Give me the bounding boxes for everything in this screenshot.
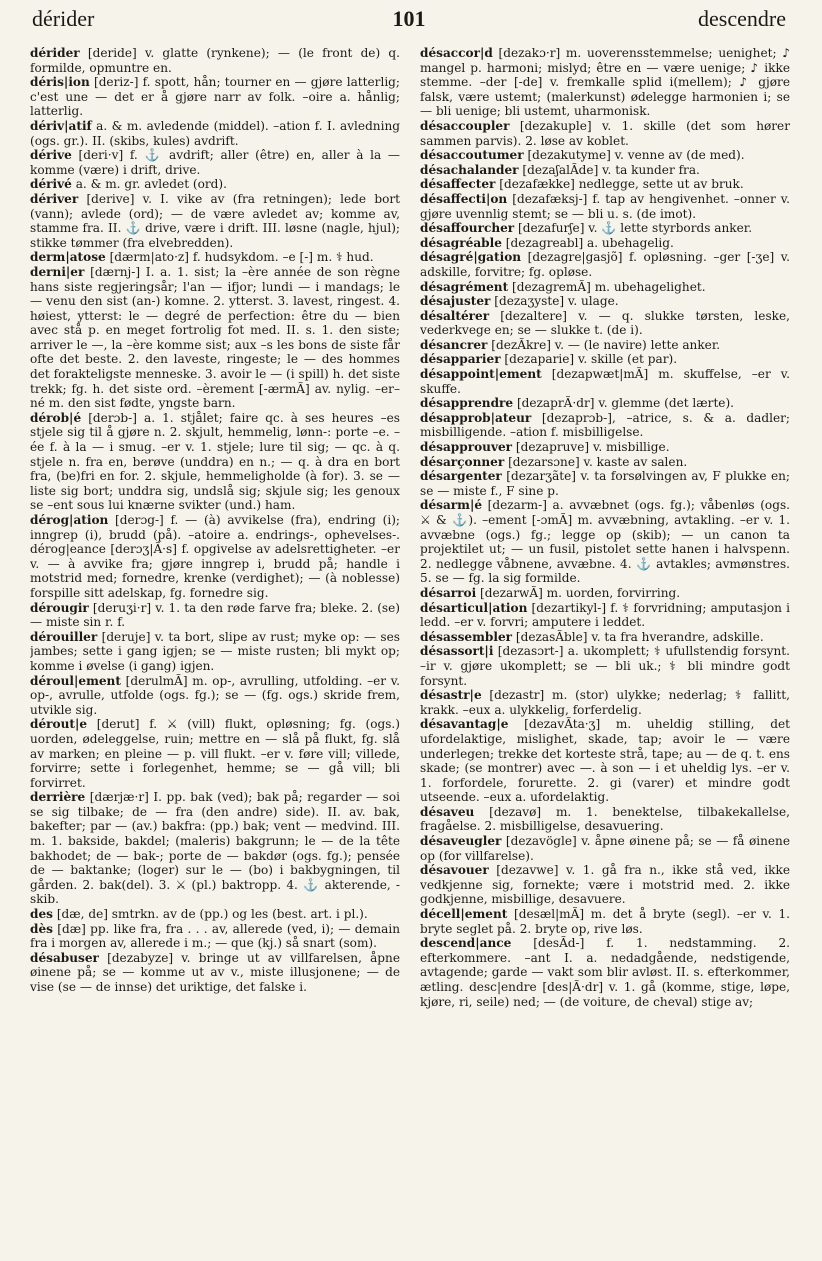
entry-definition: [dezasÃble] v. ta fra hverandre, adskille. [512, 629, 764, 644]
dictionary-entry [420, 586, 790, 601]
entry-headword: désapprouver [420, 440, 513, 455]
entry-definition: [dezavø] m. 1. benektelse, tilbakekallelse, fragåelse. 2. misbilligelse, desavuering. [420, 804, 790, 834]
dictionary-entry [420, 411, 790, 440]
entry-definition: [dezavÃta·ʒ] m. uheldig stilling, det ufordelaktige, mislighet, skade, tap; avoir le — være underlegen; trekke det korteste strå, tape; au — de q. t. ens skade; (se montrer) avec —. à son — i et uheldig lys. –er v. 1. forfordele, forurette. 2. gi (varer) et mindre godt utseende. –eux a. ufordelaktig. [420, 717, 790, 805]
entry-headword: dérider [30, 46, 80, 60]
entry-headword: des [30, 907, 53, 922]
page-header [32, 6, 786, 40]
dictionary-entry [420, 396, 790, 411]
entry-definition: [dezavwe] v. 1. gå fra n., ikke stå ved, ikke vedkjenne sig, fornekte; være i motstrid med. 2. ikke godkjenne, misbillige, desavuere. [420, 863, 790, 907]
dictionary-entry [420, 148, 790, 163]
entry-definition: [dezaparie] v. skille (et par). [500, 352, 678, 367]
entry-headword: désassort|i [420, 644, 494, 659]
entry-definition: [dezÃkre] v. — (le navire) lette anker. [487, 337, 721, 352]
entry-definition: [derut] f. ⚔ (vill) flukt, opløsning; fg. (ogs.) uorden, ødeleggelse, ruin; mettre en — slå på flukt, fg. slå av marken; en pleine — p. vill flukt. –er v. føre vill; villede, forvirre; sette i forlegenhet, hemme; se — gå vill; bli forvirret. [30, 717, 400, 790]
dictionary-entry [30, 951, 400, 995]
entry-headword: désaccoupler [420, 118, 510, 133]
dictionary-entry [30, 717, 400, 790]
entry-headword: désapprendre [420, 396, 514, 411]
entry-headword: désancrer [420, 337, 488, 352]
entry-definition: [deruʒi·r] v. 1. ta den røde farve fra; bleke. 2. (se) — miste sin r. f. [30, 600, 400, 630]
entry-headword: dérougir [30, 600, 89, 615]
entry-headword: désaffourcher [420, 221, 515, 236]
dictionary-entry [420, 309, 790, 338]
entry-headword: dériv|atif [30, 118, 92, 133]
entry-definition: [dezafæksj-] f. tap av hengivenhet. –onner v. gjøre uvennlig stemt; se — bli u. s. (de imot). [420, 191, 790, 221]
page-number: 101 [392, 6, 426, 31]
dictionary-entry [420, 834, 790, 863]
entry-definition: [dezastr] m. (stor) ulykke; nederlag; ⚕ fallitt, krakk. –eux a. ulykkelig, forferdelig. [420, 688, 790, 717]
entry-headword: désargenter [420, 469, 502, 484]
entry-definition: [deri·v] f. ⚓ avdrift; aller (être) en, aller à la — komme (være) i drift, drive. [30, 148, 400, 177]
entry-headword: désavouer [420, 863, 489, 878]
dictionary-entry [420, 46, 790, 119]
dictionary-entry [30, 265, 400, 411]
dictionary-entry [420, 440, 790, 455]
dictionary-entry [30, 411, 400, 513]
entry-headword: désaveu [420, 804, 475, 819]
entry-headword: désagrément [420, 279, 509, 294]
entry-headword: désapprob|ateur [420, 410, 532, 425]
dictionary-entry [30, 192, 400, 250]
entry-definition: [dezagremÃ] m. ubehagelighet. [508, 279, 706, 294]
entry-headword: désapparier [420, 352, 501, 367]
dictionary-entry [420, 644, 790, 688]
entry-headword: descend|ance [420, 936, 512, 951]
entry-headword: désaltérer [420, 308, 490, 323]
entry-definition: [dezakɔ·r] m. uoverensstemmelse; uenighet; ♪ mangel p. harmoni; mislyd; être en — være uenige; ♪ ikke stemme. –der [-de] v. fremkalle splid i(mellem); ♪ gjøre falsk, være ustemt; (malerkunst) ødelegge harmonien i; se — bli uenige; bli ustemt, uharmonisk. [420, 46, 790, 119]
entry-definition: a. & m. gr. avledet (ord). [71, 177, 227, 192]
entry-definition: [derive] v. I. vike av (fra retningen); lede bort (vann); avlede (ord); — de være avledet av; komme av, stamme fra. II. ⚓ drive, være i drift. III. løsne (nagle, hjul); stikke tømmer (fra elvebredden). [30, 191, 400, 250]
header-left-guideword: dérider [32, 6, 95, 31]
dictionary-entry [30, 119, 400, 148]
entry-definition: [dezagreabl] a. ubehagelig. [501, 235, 674, 250]
dictionary-entry [30, 75, 400, 119]
entry-headword: déroul|ement [30, 673, 121, 688]
entry-definition: [dezarʒãte] v. ta forsølvingen av, F plukke en; se — miste f., F sine p. [420, 469, 790, 498]
entry-headword: désachalander [420, 162, 519, 177]
entry-definition: a. & m. avledende (middel). –ation f. I. avledning (ogs. gr.). II. (skibs, kules) avdrift. [30, 118, 400, 148]
dictionary-entry [420, 221, 790, 236]
entry-headword: désavantag|e [420, 717, 509, 732]
entry-definition: [dezasɔrt-] a. ukomplett; ⚕ ufullstendig forsynt. –ir v. gjøre ukomplett; se — bli uk.; ⚕ bli mindre godt forsynt. [420, 644, 790, 688]
dictionary-entry [420, 805, 790, 834]
dictionary-entry [30, 601, 400, 630]
dictionary-entry [420, 601, 790, 630]
entry-headword: désabuser [30, 950, 99, 965]
entry-definition: [dezabyze] v. bringe ut av villfarelsen, åpne øinene på; se — komme ut av v., miste illusjonene; — de vise (se — de innse) det uriktige, det falske i. [30, 950, 400, 994]
entry-headword: désajuster [420, 294, 491, 309]
dictionary-entry [420, 119, 790, 148]
dictionary-entry [420, 469, 790, 498]
entry-definition: [dezarm-] a. avvæbnet (ogs. fg.); våbenløs (ogs. ⚔ & ⚓). –ement [-ɔmÃ] m. avvæbning, avtakling. –er v. 1. avvæbne (ogs.) fg.; legge op (skib); — un canon ta projektilet ut; — un fusil, pistolet sette hanen i halvspenn. 2. nedlegge våbnene, avvæbne. 4. ⚓ avtakles; avmønstres. 5. se — fg. la sig formilde. [420, 498, 790, 586]
dictionary-entry [30, 250, 400, 265]
entry-headword: désaccoutumer [420, 148, 524, 163]
entry-headword: désastr|e [420, 688, 482, 703]
dictionary-entry [420, 250, 790, 279]
dictionary-entry [420, 907, 790, 936]
entry-definition: [dezapruve] v. misbillige. [512, 440, 670, 455]
entry-headword: désarçonner [420, 454, 505, 469]
dictionary-entry [30, 148, 400, 177]
entry-definition: [dezafurʃe] v. ⚓ lette styrbords anker. [514, 221, 753, 236]
dictionary-entry [30, 674, 400, 718]
entry-headword: désassembler [420, 629, 513, 644]
dictionary-entry [420, 338, 790, 353]
dictionary-entry [30, 177, 400, 192]
entry-definition: [dezaprÃ·dr] v. glemme (det lærte). [513, 396, 735, 411]
entry-definition: [derulmÃ] m. op-, avrulling, utfolding. –er v. op-, avrulle, utfolde (ogs. fg.); se — (fg. ogs.) skride frem, utvikle sig. [30, 673, 400, 717]
entry-definition: [dezakuple] v. 1. skille (det som hører sammen parvis). 2. løse av koblet. [420, 118, 790, 148]
dictionary-entry [420, 498, 790, 586]
dictionary-entry [420, 177, 790, 192]
entry-headword: dérout|e [30, 717, 88, 732]
entry-definition: [dezagre|gasjõ] f. opløsning. –ger [-ʒe] v. adskille, forvitre; fg. opløse. [420, 250, 790, 279]
entry-headword: derrière [30, 790, 86, 805]
entry-definition: [derɔb-] a. 1. stjålet; faire qc. à ses heures –es stjele sig til å gjøre n. 2. skjult, hemmelig, lønn-: porte –e. –ée f. à la — i smug. –er v. 1. stjele; lure til sig; — qc. à q. stjele n. fra en, berøve (unddra) en n.; — q. à dra en bort fra, (be)fri en for. 2. skjule, hemmeligholde (à for). 3. se — liste sig bort; unddra sig, undslå sig; skjule sig; les genoux se –ent sous lui knærne svikter (und.) ham. [30, 410, 400, 513]
header-right-guideword: descendre [698, 6, 786, 31]
entry-definition: [deriz-] f. spott, hån; tourner en — gjøre latterlig; c'est une — det er å gjøre narr av folk. –oire a. hånlig; latterlig. [30, 75, 400, 119]
dictionary-entry [420, 294, 790, 309]
entry-definition: [derɔg-] f. — (à) avvikelse (fra), endring (i); inngrep (i), brudd (på). –atoire a. endrings-, ophevelses-. dérog|eance [derɔʒ|Ã·s] f. opgivelse av adelsrettigheter. –er v. — à avvike fra; gjøre inngrep i, brudd på; handle i motstrid med; fornedre, krenke (verdighet); — (à noblesse) forspille sitt adelskap, fg. fornedre sig. [30, 513, 400, 600]
entry-headword: dérivé [30, 177, 72, 192]
entry-headword: dériver [30, 191, 79, 206]
dictionary-entry [30, 513, 400, 601]
entry-headword: dérive [30, 148, 72, 163]
entry-headword: derni|er [30, 264, 85, 279]
entry-definition: [dezaʒyste] v. ulage. [490, 294, 619, 309]
entry-headword: désaveugler [420, 834, 502, 849]
entry-headword: désagré|gation [420, 250, 522, 265]
entry-headword: déris|ion [30, 75, 90, 90]
entry-definition: [desÃd-] f. 1. nedstamming. 2. efterkommere. –ant I. a. nedadgående, nedstigende, avtagende; garde — vakt som blir avløst. II. s. efterkommer, ætling. desc|endre [des|Ã·dr] v. 1. gå (komme, stige, løpe, kjøre, ri, seile) ned; — (de voiture, de cheval) stige av; [420, 936, 790, 1009]
dictionary-entry [30, 922, 400, 951]
entry-headword: désagréable [420, 235, 502, 250]
dictionary-entry [420, 455, 790, 470]
entry-definition: [desæl|mÃ] m. det å bryte (segl). –er v. 1. bryte seglet på. 2. bryte op, rive løs. [420, 907, 790, 936]
entry-headword: dérob|é [30, 410, 82, 425]
dictionary-entry [420, 688, 790, 717]
entry-definition: [deride] v. glatte (rynkene); — (le front de) q. formilde, opmuntre en. [30, 46, 400, 75]
entry-headword: désarroi [420, 585, 477, 600]
entry-headword: dérouiller [30, 629, 98, 644]
entry-definition: [dæ] pp. like fra, fra . . . av, allerede (ved, i); — demain fra i morgen av, allerede i m.; — que (kj.) så snart (som). [30, 921, 400, 951]
entry-definition: [dezarsɔne] v. kaste av salen. [504, 454, 688, 469]
dictionary-entry [420, 936, 790, 1009]
entry-definition: [dezaltere] v. — q. slukke tørsten, leske, vederkvege en; se — slukke t. (de i). [420, 308, 790, 338]
entry-headword: désaccor|d [420, 46, 493, 60]
entry-definition: [dezarwÃ] m. uorden, forvirring. [476, 585, 681, 600]
entry-definition: [dærjæ·r] I. pp. bak (ved); bak på; regarder — soi se sig tilbake; de — fra (den andre) side). II. av. bak, bakefter; par — (av.) bakfra: (pp.) bak; vent — medvind. III. m. 1. bakside, bakdel; (maleris) bakgrunn; le — de la tête bakhodet; de — bak-; porte de — bakdør (ogs. fg.); pensée de — baktanke; (loger) sur le — (bo) i bakbygningen, til gården. 2. bak(del). 3. ⚔ (pl.) baktropp. 4. ⚓ akterende, -skib. [30, 790, 400, 907]
dictionary-entry [420, 352, 790, 367]
entry-definition: [dezavögle] v. åpne øinene på; se — få øinene op (for villfarelse). [420, 834, 790, 863]
entry-definition: [deruje] v. ta bort, slipe av rust; myke op: — ses jambes; sette i gang igjen; se — miste rusten; bli mykt op; komme i øvelse (i gang) igjen. [30, 629, 400, 673]
entry-headword: désaffecter [420, 177, 496, 192]
entry-headword: dérog|ation [30, 513, 109, 527]
entry-definition: [dærnj-] I. a. 1. sist; la –ère année de son règne hans siste regjeringsår; l'an — ifjor; lundi — i mandags; le — venu den sist (an-) komne. 2. ytterst. 3. lavest, ringest. 4. høiest, ytterst: le — degré de perfection: être du — bien avec stå p. en meget fortrolig fot med. II. s. 1. den siste; arriver le —, la –ère komme sist; aux –s les bons de siste får ofte det beste. 2. den laveste, ringeste; le — des hommes det forakteligste menneske. 3. avoir le — (i spill) h. det siste trekk; fg. h. det siste ord. –èrement [-ærmÃ] av. nylig. –er–né m. den sist fødte, yngste barn. [30, 264, 400, 411]
dictionary-entry [420, 192, 790, 221]
entry-definition: [dezakutyme] v. venne av (de med). [523, 148, 745, 163]
entry-headword: derm|atose [30, 250, 106, 265]
dictionary-entry [420, 163, 790, 178]
dictionary-entry [30, 630, 400, 674]
entry-definition: [dezafække] nedlegge, sette ut av bruk. [495, 177, 744, 192]
dictionary-entry [420, 236, 790, 251]
entry-headword: dès [30, 921, 53, 936]
entry-definition: [dærm|ato·z] f. hudsykdom. –e [-] m. ⚕ hud. [105, 250, 374, 265]
entry-headword: désarm|é [420, 498, 483, 513]
right-column [420, 46, 790, 1249]
entry-headword: désaffecti|on [420, 191, 508, 206]
dictionary-entry [30, 46, 400, 75]
dictionary-entry [420, 280, 790, 295]
dictionary-entry [30, 790, 400, 907]
dictionary-entry [420, 367, 790, 396]
entry-definition: [dezaʃalÃde] v. ta kunder fra. [518, 162, 700, 177]
entry-headword: décell|ement [420, 907, 508, 922]
entry-definition: [dezapwæt|mÃ] m. skuffelse, –er v. skuffe. [420, 367, 790, 396]
entry-definition: [dezaprɔb-], –atrice, s. & a. dadler; misbilligende. –ation f. misbilligelse. [420, 410, 790, 440]
dictionary-entry [420, 717, 790, 805]
entry-definition: [dæ, de] smtrkn. av de (pp.) og les (best. art. i pl.). [52, 907, 368, 922]
entry-headword: désappoint|ement [420, 367, 542, 382]
dictionary-entry [30, 907, 400, 922]
entry-definition: [dezartikyl-] f. ⚕ forvridning; amputasjon i ledd. –er v. forvri; amputere i leddet. [420, 600, 790, 630]
left-column [30, 46, 400, 1249]
dictionary-entry [420, 630, 790, 645]
dictionary-entry [420, 863, 790, 907]
entry-headword: désarticul|ation [420, 600, 528, 615]
